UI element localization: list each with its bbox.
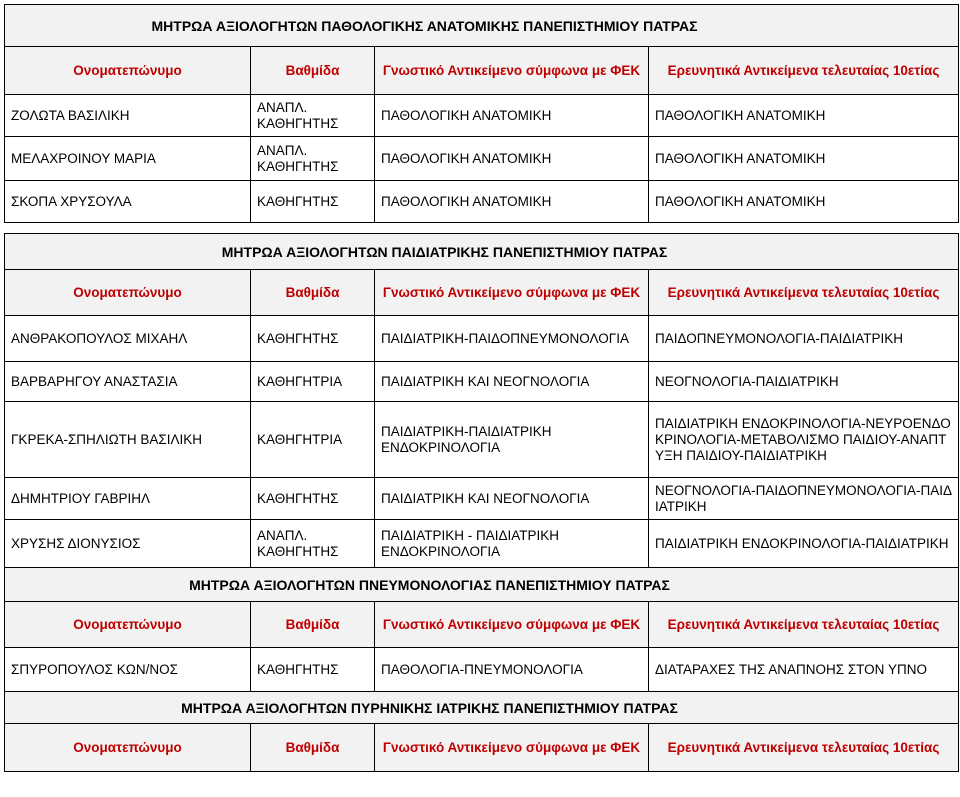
cell-subject: ΠΑΘΟΛΟΓΙΚΗ ΑΝΑΤΟΜΙΚΗ: [375, 181, 649, 223]
cell-subject: ΠΑΙΔΙΑΤΡΙΚΗ - ΠΑΙΔΙΑΤΡΙΚΗ ΕΝΔΟΚΡΙΝΟΛΟΓΙΑ: [375, 520, 649, 568]
cell-rank: ΑΝΑΠΛ. ΚΑΘΗΓΗΤΗΣ: [251, 95, 375, 137]
registry-document: [4, 4, 958, 772]
section-title: ΜΗΤΡΩΑ ΑΞΙΟΛΟΓΗΤΩΝ ΠΥΡΗΝΙΚΗΣ ΙΑΤΡΙΚΗΣ ΠΑΝΕΠΙΣΤΗΜΙΟΥ ΠΑΤΡΑΣ: [5, 692, 959, 724]
cell-research: ΝΕΟΓΝΟΛΟΓΙΑ-ΠΑΙΔΟΠΝΕΥΜΟΝΟΛΟΓΙΑ-ΠΑΙΔΙΑΤΡΙΚΗ: [649, 478, 959, 520]
cell-name: ΔΗΜΗΤΡΙΟΥ ΓΑΒΡΙΗΛ: [5, 478, 251, 520]
cell-subject: ΠΑΙΔΙΑΤΡΙΚΗ ΚΑΙ ΝΕΟΓΝΟΛΟΓΙΑ: [375, 478, 649, 520]
section-title: ΜΗΤΡΩΑ ΑΞΙΟΛΟΓΗΤΩΝ ΠΑΘΟΛΟΓΙΚΗΣ ΑΝΑΤΟΜΙΚΗΣ ΠΑΝΕΠΙΣΤΗΜΙΟΥ ΠΑΤΡΑΣ: [5, 5, 959, 47]
cell-subject: ΠΑΘΟΛΟΓΙΑ-ΠΝΕΥΜΟΝΟΛΟΓΙΑ: [375, 648, 649, 692]
header-rank: Βαθμίδα: [251, 724, 375, 772]
cell-rank: ΚΑΘΗΓΗΤΗΣ: [251, 478, 375, 520]
header-row: [5, 724, 959, 772]
header-research: Ερευνητικά Αντικείμενα τελευταίας 10ετίας: [649, 602, 959, 648]
header-research: Ερευνητικά Αντικείμενα τελευταίας 10ετίας: [649, 270, 959, 316]
cell-rank: ΑΝΑΠΛ. ΚΑΘΗΓΗΤΗΣ: [251, 520, 375, 568]
cell-research: ΠΑΙΔΙΑΤΡΙΚΗ ΕΝΔΟΚΡΙΝΟΛΟΓΙΑ-ΠΑΙΔΙΑΤΡΙΚΗ: [649, 520, 959, 568]
cell-research: ΠΑΘΟΛΟΓΙΚΗ ΑΝΑΤΟΜΙΚΗ: [649, 137, 959, 181]
header-name: Ονοματεπώνυμο: [5, 724, 251, 772]
section-title-row: [5, 692, 959, 724]
header-row: [5, 602, 959, 648]
cell-subject: ΠΑΙΔΙΑΤΡΙΚΗ-ΠΑΙΔΟΠΝΕΥΜΟΝΟΛΟΓΙΑ: [375, 316, 649, 362]
header-name: Ονοματεπώνυμο: [5, 602, 251, 648]
section-title-row: [5, 234, 959, 270]
cell-name: ΜΕΛΑΧΡΟΙΝΟΥ ΜΑΡΙΑ: [5, 137, 251, 181]
table-row: [5, 520, 959, 568]
cell-subject: ΠΑΘΟΛΟΓΙΚΗ ΑΝΑΤΟΜΙΚΗ: [375, 137, 649, 181]
section-title: ΜΗΤΡΩΑ ΑΞΙΟΛΟΓΗΤΩΝ ΠΑΙΔΙΑΤΡΙΚΗΣ ΠΑΝΕΠΙΣΤΗΜΙΟΥ ΠΑΤΡΑΣ: [5, 234, 959, 270]
section-spacer: [5, 223, 959, 234]
cell-name: ΣΚΟΠΑ ΧΡΥΣΟΥΛΑ: [5, 181, 251, 223]
cell-rank: ΚΑΘΗΓΗΤΗΣ: [251, 316, 375, 362]
cell-subject: ΠΑΙΔΙΑΤΡΙΚΗ ΚΑΙ ΝΕΟΓΝΟΛΟΓΙΑ: [375, 362, 649, 402]
cell-research: ΔΙΑΤΑΡΑΧΕΣ ΤΗΣ ΑΝΑΠΝΟΗΣ ΣΤΟΝ ΥΠΝΟ: [649, 648, 959, 692]
cell-rank: ΚΑΘΗΓΗΤΡΙΑ: [251, 402, 375, 478]
cell-rank: ΚΑΘΗΓΗΤΗΣ: [251, 648, 375, 692]
header-subject: Γνωστικό Αντικείμενο σύμφωνα με ΦΕΚ: [375, 602, 649, 648]
header-rank: Βαθμίδα: [251, 602, 375, 648]
cell-name: ΖΟΛΩΤΑ ΒΑΣΙΛΙΚΗ: [5, 95, 251, 137]
header-rank: Βαθμίδα: [251, 270, 375, 316]
header-research: Ερευνητικά Αντικείμενα τελευταίας 10ετίας: [649, 47, 959, 95]
cell-research: ΠΑΙΔΟΠΝΕΥΜΟΝΟΛΟΓΙΑ-ΠΑΙΔΙΑΤΡΙΚΗ: [649, 316, 959, 362]
cell-name: ΣΠΥΡΟΠΟΥΛΟΣ ΚΩΝ/ΝΟΣ: [5, 648, 251, 692]
table-row: [5, 478, 959, 520]
cell-name: ΒΑΡΒΑΡΗΓΟΥ ΑΝΑΣΤΑΣΙΑ: [5, 362, 251, 402]
cell-rank: ΚΑΘΗΓΗΤΡΙΑ: [251, 362, 375, 402]
table-row: [5, 137, 959, 181]
header-row: [5, 47, 959, 95]
header-name: Ονοματεπώνυμο: [5, 47, 251, 95]
table-row: [5, 648, 959, 692]
cell-name: ΑΝΘΡΑΚΟΠΟΥΛΟΣ ΜΙΧΑΗΛ: [5, 316, 251, 362]
table-row: [5, 95, 959, 137]
cell-subject: ΠΑΙΔΙΑΤΡΙΚΗ-ΠΑΙΔΙΑΤΡΙΚΗ ΕΝΔΟΚΡΙΝΟΛΟΓΙΑ: [375, 402, 649, 478]
header-subject: Γνωστικό Αντικείμενο σύμφωνα με ΦΕΚ: [375, 47, 649, 95]
cell-research: ΠΑΙΔΙΑΤΡΙΚΗ ΕΝΔΟΚΡΙΝΟΛΟΓΙΑ-ΝΕΥΡΟΕΝΔΟΚΡΙΝΟΛΟΓΙΑ-ΜΕΤΑΒΟΛΙΣΜΟ ΠΑΙΔΙΟΥ-ΑΝΑΠΤΥΞΗ ΠΑΙΔΙΟΥ-ΠΑΙΔΙΑΤΡΙΚΗ: [649, 402, 959, 478]
table-row: [5, 402, 959, 478]
cell-rank: ΚΑΘΗΓΗΤΗΣ: [251, 181, 375, 223]
cell-subject: ΠΑΘΟΛΟΓΙΚΗ ΑΝΑΤΟΜΙΚΗ: [375, 95, 649, 137]
header-research: Ερευνητικά Αντικείμενα τελευταίας 10ετίας: [649, 724, 959, 772]
header-row: [5, 270, 959, 316]
table-row: [5, 362, 959, 402]
header-subject: Γνωστικό Αντικείμενο σύμφωνα με ΦΕΚ: [375, 724, 649, 772]
cell-research: ΠΑΘΟΛΟΓΙΚΗ ΑΝΑΤΟΜΙΚΗ: [649, 95, 959, 137]
cell-research: ΝΕΟΓΝΟΛΟΓΙΑ-ΠΑΙΔΙΑΤΡΙΚΗ: [649, 362, 959, 402]
header-name: Ονοματεπώνυμο: [5, 270, 251, 316]
table-row: [5, 181, 959, 223]
section-title-row: [5, 568, 959, 602]
cell-research: ΠΑΘΟΛΟΓΙΚΗ ΑΝΑΤΟΜΙΚΗ: [649, 181, 959, 223]
section-title: ΜΗΤΡΩΑ ΑΞΙΟΛΟΓΗΤΩΝ ΠΝΕΥΜΟΝΟΛΟΓΙΑΣ ΠΑΝΕΠΙΣΤΗΜΙΟΥ ΠΑΤΡΑΣ: [5, 568, 959, 602]
registry-table: [4, 4, 959, 772]
cell-name: ΓΚΡΕΚΑ-ΣΠΗΛΙΩΤΗ ΒΑΣΙΛΙΚΗ: [5, 402, 251, 478]
section-title-row: [5, 5, 959, 47]
header-rank: Βαθμίδα: [251, 47, 375, 95]
header-subject: Γνωστικό Αντικείμενο σύμφωνα με ΦΕΚ: [375, 270, 649, 316]
cell-name: ΧΡΥΣΗΣ ΔΙΟΝΥΣΙΟΣ: [5, 520, 251, 568]
cell-rank: ΑΝΑΠΛ. ΚΑΘΗΓΗΤΗΣ: [251, 137, 375, 181]
table-row: [5, 316, 959, 362]
